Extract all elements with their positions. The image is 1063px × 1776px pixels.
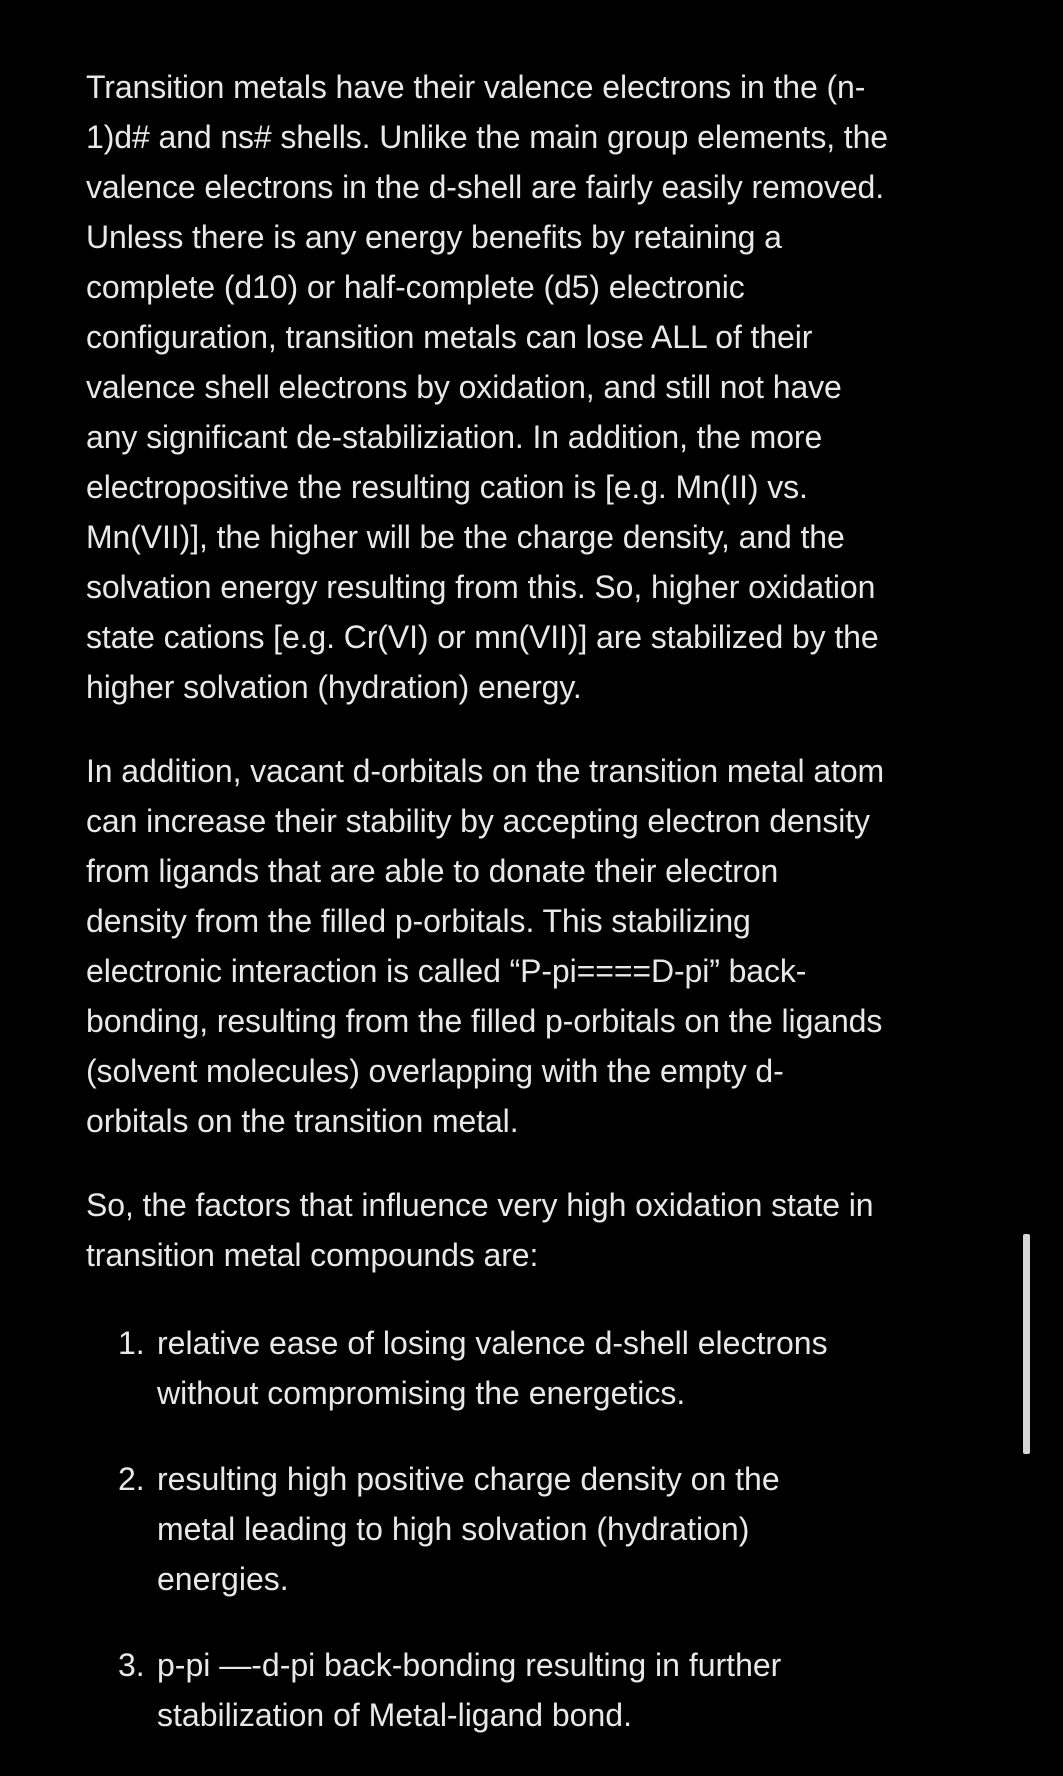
paragraph-line: valence shell electrons by oxidation, and still not have xyxy=(86,369,842,405)
list-item-line: without compromising the energetics. xyxy=(157,1375,686,1411)
paragraph-line: valence electrons in the d-shell are fairly easily removed. xyxy=(86,169,885,205)
list-item-line: resulting high positive charge density on the xyxy=(157,1461,780,1497)
paragraph-line: So, the factors that influence very high oxidation state in xyxy=(86,1187,874,1223)
paragraph-line: Unless there is any energy benefits by retaining a xyxy=(86,219,782,255)
factor-list xyxy=(86,1318,1006,1740)
list-item-number: 2. xyxy=(118,1461,145,1497)
paragraph-line: higher solvation (hydration) energy. xyxy=(86,669,582,705)
paragraph-line: Transition metals have their valence electrons in the (n- xyxy=(86,69,866,105)
paragraph xyxy=(86,62,1006,712)
paragraph-line: electropositive the resulting cation is [e.g. Mn(II) vs. xyxy=(86,469,808,505)
paragraph-line: electronic interaction is called “P-pi====D-pi” back- xyxy=(86,953,807,989)
list-item-line: relative ease of losing valence d-shell electrons xyxy=(157,1325,828,1361)
list-item xyxy=(86,1318,1006,1418)
list-item-number: 1. xyxy=(118,1325,145,1361)
paragraph-line: Mn(VII)], the higher will be the charge density, and the xyxy=(86,519,845,555)
article-body xyxy=(86,62,1006,1776)
paragraph-line: 1)d# and ns# shells. Unlike the main group elements, the xyxy=(86,119,888,155)
paragraph-line: state cations [e.g. Cr(VI) or mn(VII)] are stabilized by the xyxy=(86,619,879,655)
list-item-number: 3. xyxy=(118,1647,145,1683)
list-item xyxy=(86,1454,1006,1604)
list-item xyxy=(86,1640,1006,1740)
paragraph-line: bonding, resulting from the filled p-orbitals on the ligands xyxy=(86,1003,883,1039)
paragraph-line: from ligands that are able to donate their electron xyxy=(86,853,779,889)
paragraph-line: solvation energy resulting from this. So, higher oxidation xyxy=(86,569,876,605)
paragraphs xyxy=(86,62,1006,1280)
list-item-line: stabilization of Metal-ligand bond. xyxy=(157,1697,632,1733)
paragraph-line: In addition, vacant d-orbitals on the transition metal atom xyxy=(86,753,885,789)
list-item-line: metal leading to high solvation (hydration) xyxy=(157,1511,750,1547)
list-item-line: energies. xyxy=(157,1561,289,1597)
scrollbar-thumb[interactable] xyxy=(1023,1234,1030,1454)
paragraph-line: can increase their stability by accepting electron density xyxy=(86,803,870,839)
paragraph-line: transition metal compounds are: xyxy=(86,1237,539,1273)
list-item-line: p-pi —-d-pi back-bonding resulting in further xyxy=(157,1647,782,1683)
paragraph-line: any significant de-stabiliziation. In addition, the more xyxy=(86,419,823,455)
paragraph-line: complete (d10) or half-complete (d5) electronic xyxy=(86,269,745,305)
paragraph xyxy=(86,1180,1006,1280)
paragraph-line: (solvent molecules) overlapping with the empty d- xyxy=(86,1053,784,1089)
paragraph-line: orbitals on the transition metal. xyxy=(86,1103,519,1139)
paragraph-line: configuration, transition metals can lose ALL of their xyxy=(86,319,813,355)
paragraph-line: density from the filled p-orbitals. This stabilizing xyxy=(86,903,751,939)
paragraph xyxy=(86,746,1006,1146)
